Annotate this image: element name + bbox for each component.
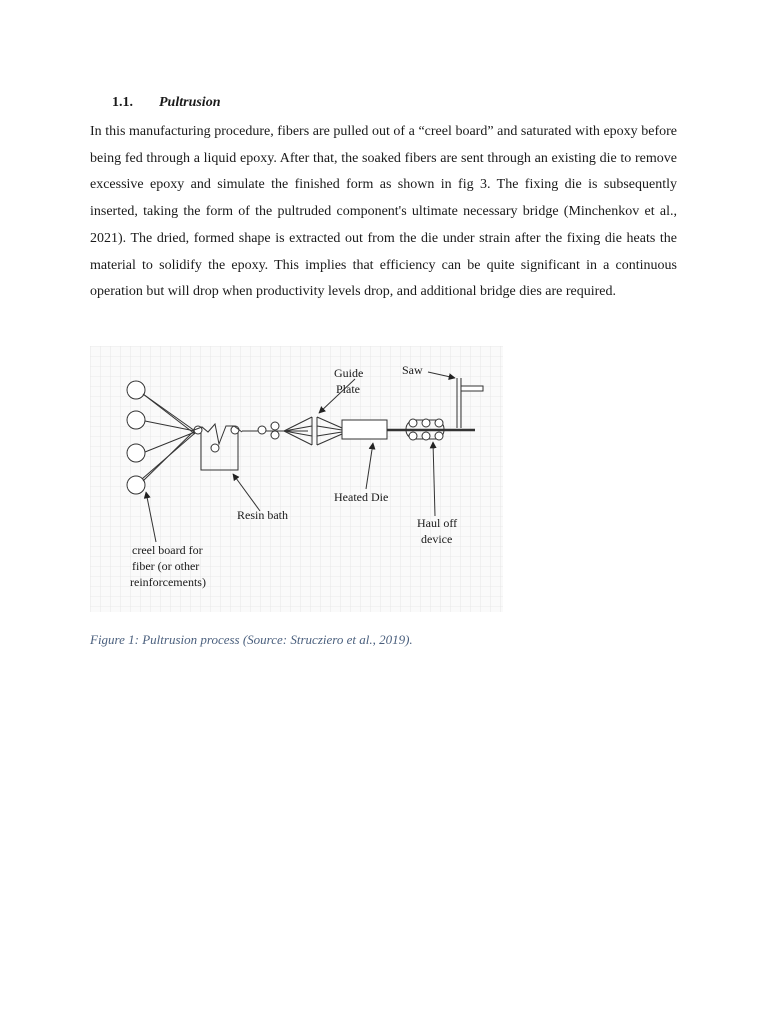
roller <box>271 422 279 430</box>
roller <box>271 431 279 439</box>
label-haul-off-1: Haul off <box>417 516 458 530</box>
label-guide-1: Guide <box>334 366 364 380</box>
section-heading <box>112 95 220 111</box>
roller <box>258 426 266 434</box>
roller <box>211 444 219 452</box>
creel-spool <box>127 381 145 399</box>
label-resin-bath: Resin bath <box>237 508 288 522</box>
label-guide-2: Plate <box>336 382 360 396</box>
label-heated-die: Heated Die <box>334 490 389 504</box>
figure-caption: Figure 1: Pultrusion process (Source: Strucziero et al., 2019). <box>90 632 413 647</box>
section-number: 1.1. <box>112 95 133 110</box>
creel-spool <box>127 411 145 429</box>
label-creel-3: reinforcements) <box>130 575 206 589</box>
heated-die <box>342 420 387 439</box>
creel-spool <box>127 444 145 462</box>
label-creel-1: creel board for <box>132 543 203 557</box>
label-saw: Saw <box>402 363 423 377</box>
section-title: Pultrusion <box>159 95 221 110</box>
label-haul-off-2: device <box>421 532 453 546</box>
body-paragraph: In this manufacturing procedure, fibers are pulled out of a “creel board” and saturated with epoxy before being fed through a liquid epoxy. After that, the soaked fibers are sent through an existing die to remove excessive epoxy and simulate the finished form as shown in fig 3. The fixing die is subsequently inserted, taking the form of the pultruded component's ultimate necessary bridge (Minchenkov et al., 2021). The dried, formed shape is extracted out from the die under strain after the fixing die heats the material to solidify the epoxy. This implies that efficiency can be quite significant in a continuous operation but will drop when productivity levels drop, and additional bridge dies are required. <box>90 124 677 300</box>
pultrusion-figure <box>90 346 503 612</box>
pultrusion-diagram <box>90 346 503 612</box>
label-creel-2: fiber (or other <box>132 559 200 573</box>
